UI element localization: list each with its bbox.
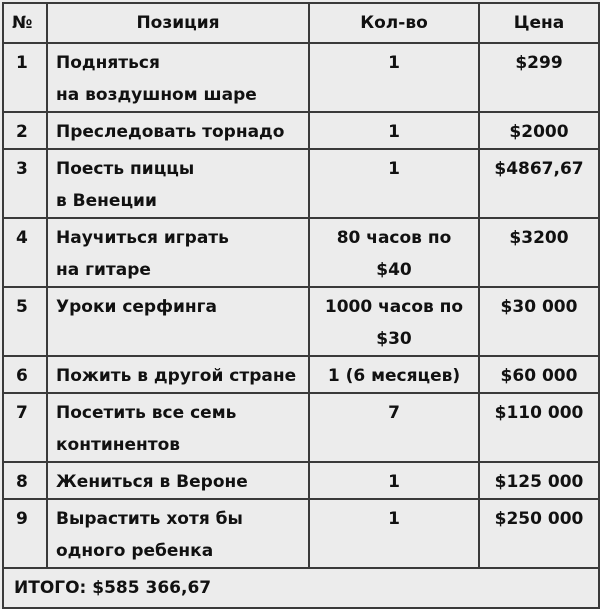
row-qty-line: 1 xyxy=(388,122,400,142)
row-item xyxy=(47,393,309,462)
row-item-line: Посетить все семь xyxy=(56,403,237,423)
table-row xyxy=(3,112,599,149)
row-item xyxy=(47,149,309,218)
row-number: 7 xyxy=(3,393,47,462)
total-value: ИТОГО: $585 366,67 xyxy=(3,568,599,608)
row-item xyxy=(47,499,309,568)
row-price: $2000 xyxy=(479,112,599,149)
header-item: Позиция xyxy=(47,3,309,43)
row-number: 6 xyxy=(3,356,47,393)
table-row xyxy=(3,287,599,356)
row-price: $110 000 xyxy=(479,393,599,462)
row-number: 8 xyxy=(3,462,47,499)
row-item-line: Поесть пиццы xyxy=(56,159,195,179)
row-number: 4 xyxy=(3,218,47,287)
row-item-line: одного ребенка xyxy=(56,541,214,561)
row-qty xyxy=(309,149,479,218)
row-price: $125 000 xyxy=(479,462,599,499)
table-row xyxy=(3,43,599,112)
row-price: $250 000 xyxy=(479,499,599,568)
row-item xyxy=(47,462,309,499)
row-qty xyxy=(309,499,479,568)
row-item xyxy=(47,356,309,393)
table-row xyxy=(3,393,599,462)
header-number: № xyxy=(3,3,47,43)
row-qty-line: 1000 часов по xyxy=(324,297,464,317)
row-item-line: Вырастить хотя бы xyxy=(56,509,243,529)
row-qty-line: $30 xyxy=(376,329,412,349)
row-qty xyxy=(309,356,479,393)
row-item-line: Пожить в другой стране xyxy=(56,366,297,386)
table-row xyxy=(3,462,599,499)
header-price: Цена xyxy=(479,3,599,43)
row-qty-line: 1 xyxy=(388,472,400,492)
row-number: 3 xyxy=(3,149,47,218)
header-qty: Кол-во xyxy=(309,3,479,43)
row-item-line: Уроки серфинга xyxy=(56,297,217,317)
row-qty xyxy=(309,218,479,287)
row-price: $299 xyxy=(479,43,599,112)
row-qty-line: 1 (6 месяцев) xyxy=(327,366,461,386)
row-qty xyxy=(309,287,479,356)
row-number: 2 xyxy=(3,112,47,149)
row-price: $3200 xyxy=(479,218,599,287)
table-row xyxy=(3,149,599,218)
total-row xyxy=(3,568,599,608)
row-item-line: на воздушном шаре xyxy=(56,85,257,105)
row-item-line: в Венеции xyxy=(56,191,157,211)
row-number: 9 xyxy=(3,499,47,568)
table-row xyxy=(3,499,599,568)
table-row xyxy=(3,218,599,287)
row-qty xyxy=(309,462,479,499)
row-qty-line: 80 часов по xyxy=(336,228,452,248)
row-qty xyxy=(309,393,479,462)
row-item-line: Преследовать торнадо xyxy=(56,122,285,142)
row-qty xyxy=(309,43,479,112)
row-item-line: Жениться в Вероне xyxy=(56,472,248,492)
row-item-line: Научиться играть xyxy=(56,228,229,248)
row-item-line: на гитаре xyxy=(56,260,151,280)
row-qty xyxy=(309,112,479,149)
bucket-list-table xyxy=(2,2,600,609)
row-item xyxy=(47,218,309,287)
row-price: $30 000 xyxy=(479,287,599,356)
row-qty-line: 1 xyxy=(388,509,400,529)
table-row xyxy=(3,356,599,393)
row-item-line: континентов xyxy=(56,435,181,455)
row-item xyxy=(47,112,309,149)
row-item-line: Подняться xyxy=(56,53,160,73)
row-item xyxy=(47,43,309,112)
header-row xyxy=(3,3,599,43)
row-number: 5 xyxy=(3,287,47,356)
row-price: $60 000 xyxy=(479,356,599,393)
row-qty-line: 1 xyxy=(388,159,400,179)
row-qty-line: $40 xyxy=(376,260,412,280)
row-item xyxy=(47,287,309,356)
row-price: $4867,67 xyxy=(479,149,599,218)
row-number: 1 xyxy=(3,43,47,112)
row-qty-line: 7 xyxy=(388,403,400,423)
row-qty-line: 1 xyxy=(388,53,400,73)
